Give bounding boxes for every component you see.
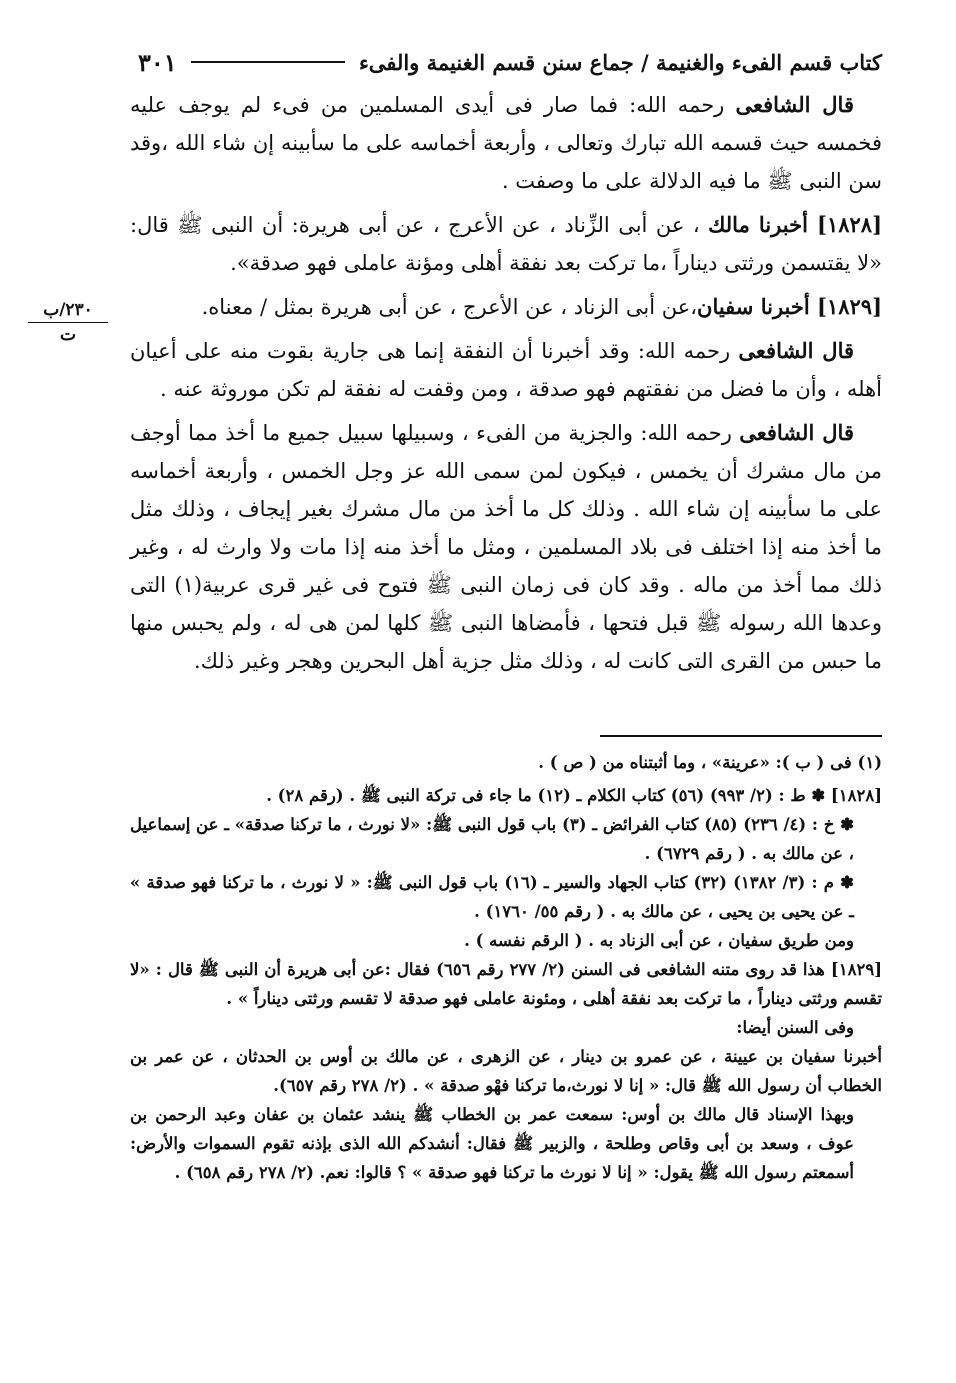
footnote-separator bbox=[600, 735, 882, 737]
page-number: ٣٠١ bbox=[138, 47, 177, 77]
margin-folio-note bbox=[28, 300, 108, 345]
footnote-1: (١) فى ( ب ): «عرينة» ، وما أثبتناه من ( ص ) . bbox=[538, 753, 882, 772]
margin-note-bottom: ت bbox=[59, 325, 76, 345]
paragraph-1-lead: قال الشافعى bbox=[735, 92, 854, 117]
paragraph-4-text: رحمه الله: وقد أخبرنا أن النفقة إنما هى جارية بقوت منه على أعيان أهله ، وأن ما فضل من نفقتهم فهو صدقة ، ومن وقفت له نفقة لم تكن موروثة عنه . bbox=[130, 339, 882, 401]
paragraph-4 bbox=[130, 332, 882, 408]
paragraph-4-lead: قال الشافعى bbox=[738, 338, 855, 363]
main-text bbox=[130, 86, 882, 686]
margin-note-top: ٢٣٠/ب bbox=[28, 300, 108, 323]
footnote-1829-a: [١٨٢٩] هذا قد روى متنه الشافعى فى السنن (٢/ ٢٧٧ رقم ٦٥٦) فقال :عن أبى هريرة أن النبى ﷺ قال : «لا تقسم ورثتى ديناراً ، ما تركت بعد نفقة أهلى ، ومئونة عاملى فهو صدقة لا تقسم ورثتى ديناراً » . bbox=[130, 960, 882, 1008]
footnote-1829-c: أخبرنا سفيان بن عيينة ، عن عمرو بن دينار ، عن الزهرى ، عن مالك بن أوس بن الحدثان ، عن عمر بن الخطاب أن رسول الله ﷺ قال: « إنا لا نورث،ما تركنا فهْو صدقة » . (٢/ ٢٧٨ رقم ٦٥٧). bbox=[130, 1047, 882, 1095]
hadith-1828-number: [١٨٢٨] أخبرنا مالك bbox=[708, 212, 883, 237]
header-title: كتاب قسم الفىء والغنيمة / جماع سنن قسم الغنيمة والفىء bbox=[358, 49, 882, 75]
paragraph-5-lead: قال الشافعى bbox=[739, 420, 854, 445]
hadith-1829-number: [١٨٢٩] أخبرنا سفيان bbox=[697, 294, 882, 319]
header-rule bbox=[191, 61, 345, 63]
hadith-1828 bbox=[130, 206, 882, 282]
footnote-1828-d: ومن طريق سفيان ، عن أبى الزناد به . ( الرقم نفسه ) . bbox=[464, 931, 854, 950]
footnote-1829-b: وفى السنن أيضا: bbox=[736, 1018, 854, 1037]
footnote-1829-d: وبهذا الإسناد قال مالك بن أوس: سمعت عمر بن الخطاب ﷺ ينشد عثمان بن عفان وعبد الرحمن بن عوف ، وسعد بن أبى وقاص وطلحة ، والزبير ﷺ فقال: أنشدكم الله الذى بإذنه تقوم السموات والأرض: أسمعتم رسول الله ﷺ يقول: « إنا لا نورث ما تركنا فهو صدقة » ؟ قالوا: نعم. (٢/ ٢٧٨ رقم ٦٥٨) . bbox=[130, 1105, 854, 1182]
hadith-1829 bbox=[130, 288, 882, 326]
footnote-1828-a: [١٨٢٨] ✽ ط : (٢/ ٩٩٣) (٥٦) كتاب الكلام ـ (١٢) ما جاء فى تركة النبى ﷺ . (رقم ٢٨) . bbox=[266, 786, 882, 805]
running-header bbox=[138, 42, 882, 82]
footnotes bbox=[130, 748, 882, 1187]
paragraph-5-text: رحمه الله: والجزية من الفىء ، وسبيلها سبيل جميع ما أخذ مما أوجف من مال مشرك أن يخمس ، فيكون لمن سمى الله عز وجل الخمس ، وأربعة أخماسه على ما سأبينه إن شاء الله . وذلك كل ما أخذ من مال مشرك بغير إيجاف ، وذلك مثل ما أخذ منه إذا اختلف فى بلاد المسلمين ، ومثل ما أخذ منه إذا مات ولا وارث له ، وغير ذلك مما أخذ من ماله . وقد كان فى زمان النبى ﷺ فتوح فى غير قرى عربية(١) التى وعدها الله رسوله ﷺ قبل فتحها ، فأمضاها النبى ﷺ كلها لمن هى له ، ولم يحبس منها ما حبس من القرى التى كانت له ، وذلك مثل جزية أهل البحرين وهجر وغير ذلك. bbox=[130, 421, 882, 673]
paragraph-1 bbox=[130, 86, 882, 200]
footnote-1828-b: ✽ خ : (٤/ ٢٣٦) (٨٥) كتاب الفرائض ـ (٣) باب قول النبى ﷺ: «لا نورث ، ما تركنا صدقة» ـ عن إسماعيل ، عن مالك به . ( رقم ٦٧٢٩) . bbox=[130, 815, 855, 863]
paragraph-5 bbox=[130, 414, 882, 680]
hadith-1829-text: ،عن أبى الزناد ، عن الأعرج ، عن أبى هريرة بمثل / معناه. bbox=[201, 295, 698, 319]
hadith-1828-text: ، عن أبى الزِّناد ، عن الأعرج ، عن أبى هريرة: أن النبى ﷺ قال: «لا يقتسمن ورثتى ديناراً ،ما تركت بعد نفقة أهلى ومؤنة عاملى فهو صدقة». bbox=[130, 213, 882, 275]
paragraph-1-text: رحمه الله: فما صار فى أيدى المسلمين من فىء لم يوجف عليه فخمسه حيث قسمه الله تبارك وتعالى ، وأربعة أخماسه على ما سأبينه إن شاء الله ،وقد سن النبى ﷺ ما فيه الدلالة على ما وصفت . bbox=[130, 93, 882, 193]
footnote-1828-c: ✽ م : (٣/ ١٣٨٢) (٣٢) كتاب الجهاد والسير ـ (١٦) باب قول النبى ﷺ: « لا نورث ، ما تركنا فهو صدقة » ـ عن يحيى بن يحيى ، عن مالك به . ( رقم ٥٥/ ١٧٦٠) . bbox=[130, 873, 854, 921]
